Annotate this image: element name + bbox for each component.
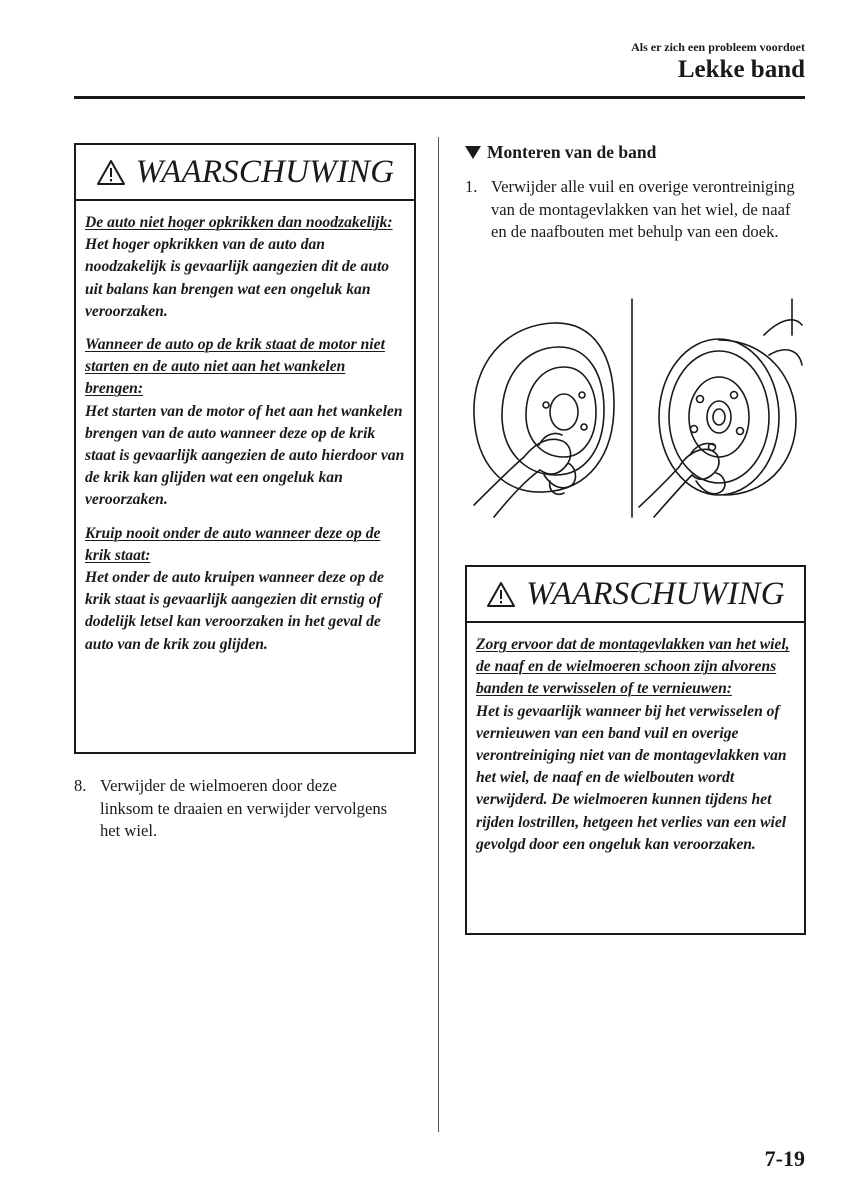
warning-box-right — [465, 565, 806, 935]
step-number: 8. — [74, 776, 87, 795]
column-divider — [438, 137, 439, 1132]
warning-paragraph — [85, 212, 406, 323]
warning-triangle-icon — [96, 159, 126, 186]
header-section-label: Als er zich een probleem voordoet — [631, 40, 805, 54]
subsection-title: Monteren van de band — [487, 142, 657, 162]
wheel-cleaning-illustration-svg — [464, 295, 804, 520]
warning-heading — [467, 567, 804, 623]
warning-box-left — [74, 143, 416, 754]
step-8 — [74, 775, 394, 843]
warning-paragraph — [85, 334, 406, 512]
warning-triangle-icon — [486, 581, 516, 608]
warning-text: Het is gevaarlijk wanneer bij het verwisselen of vernieuwen van een band vuil en overige verontreiniging niet van de montagevlakken van het wiel, de naaf en de wielbouten wordt verwijderd. De wielmoeren kunnen tijdens het rijden lostrillen, hetgeen het verlies van een wiel gevolgd door een ongeluk kan veroorzaken. — [476, 702, 787, 853]
warning-body — [76, 201, 414, 656]
page-title: Lekke band — [677, 56, 805, 83]
warning-lead: Zorg ervoor dat de montagevlakken van het wiel, de naaf en de wielmoeren schoon zijn alvorens banden te verwisselen of te vernieuwen: — [476, 636, 790, 698]
page-number: 7-19 — [764, 1146, 805, 1171]
step-number: 1. — [465, 177, 478, 196]
step-text: Verwijder alle vuil en overige verontreiniging van de montagevlakken van het wiel, de naaf en de naafbouten met behulp van een doek. — [491, 177, 795, 241]
wheel-cleaning-illustration — [464, 295, 804, 520]
warning-lead: De auto niet hoger opkrikken dan noodzakelijk: — [85, 214, 393, 231]
warning-title: WAARSCHUWING — [135, 153, 395, 190]
step-text: Verwijder de wielmoeren door deze linksom te draaien en verwijder vervolgens het wiel. — [100, 776, 388, 840]
warning-lead: Kruip nooit onder de auto wanneer deze op de krik staat: — [85, 524, 381, 564]
warning-paragraph — [476, 634, 796, 856]
warning-lead: Wanneer de auto op de krik staat de motor niet starten en de auto niet aan het wankelen brengen: — [85, 336, 385, 398]
warning-body — [467, 623, 804, 856]
step-1 — [465, 176, 810, 244]
triangle-down-icon — [465, 146, 481, 159]
warning-text: Het hoger opkrikken van de auto dan noodzakelijk is gevaarlijk aangezien dit de auto uit balans kan brengen wat een ongeluk kan veroorzaken. — [85, 236, 390, 320]
warning-heading — [76, 145, 414, 201]
warning-paragraph — [85, 523, 406, 656]
warning-title: WAARSCHUWING — [526, 575, 785, 612]
warning-text: Het starten van de motor of het aan het wankelen brengen van de auto wanneer deze op de krik staat is gevaarlijk aangezien de auto hierdoor van de krik kan glijden wat een ongeluk kan veroorzaken. — [85, 402, 405, 509]
warning-text: Het onder de auto kruipen wanneer deze op de krik staat is gevaarlijk aangezien dit ernstig of dodelijk letsel kan veroorzaken in het geval de auto van de krik zou glijden. — [85, 569, 384, 653]
subsection-heading — [465, 142, 656, 163]
header-rule — [74, 96, 805, 99]
